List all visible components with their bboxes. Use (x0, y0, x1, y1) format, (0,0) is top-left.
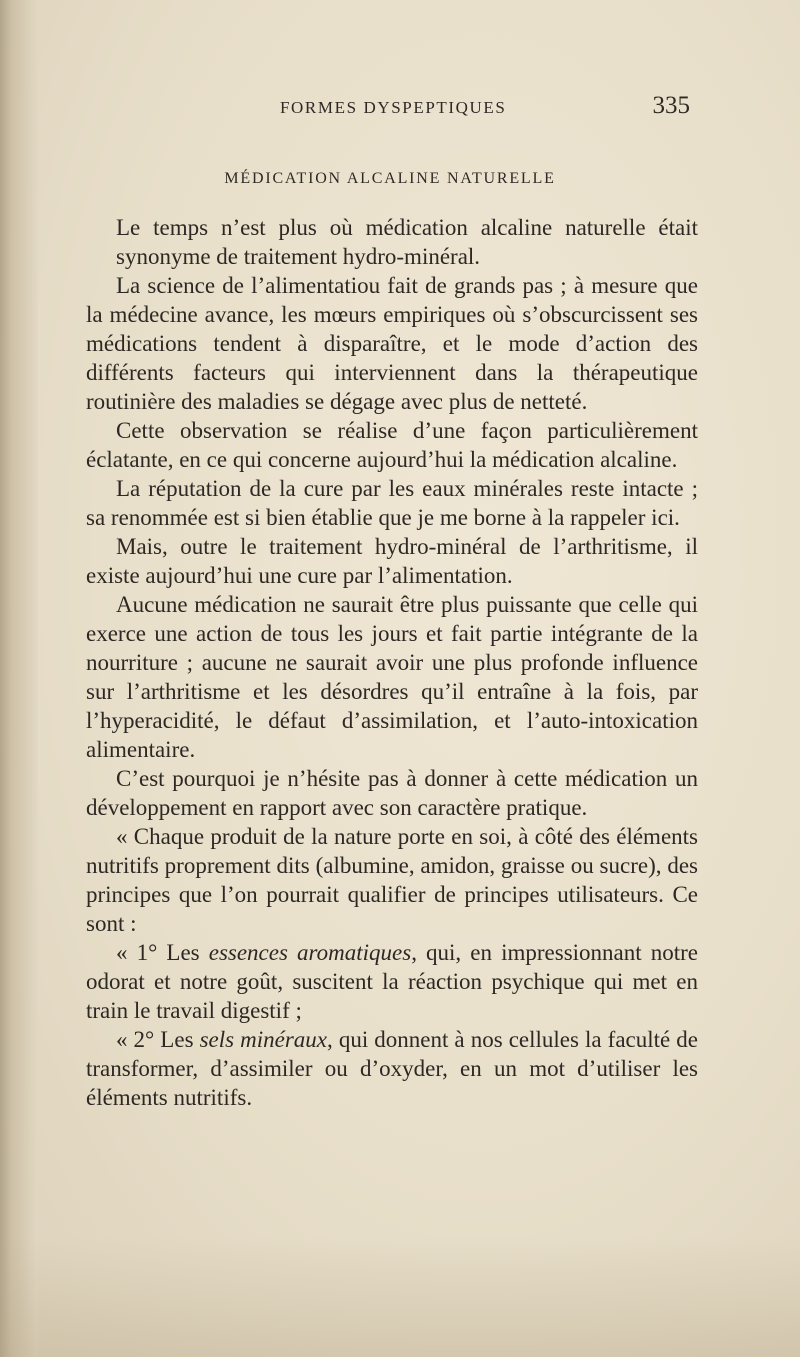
paragraph-1: Le temps n’est plus où médication alcaline naturelle était synonyme de traitement hydro-minéral. (116, 215, 698, 269)
paragraph-10-suffix: , qui donnent à nos cellules la faculté de transformer, d’assimiler ou d’oxyder, en un mot d’utiliser les éléments nutritifs. (86, 1027, 698, 1110)
running-title: FORMES DYSPEPTIQUES (280, 98, 507, 117)
paragraph-10-prefix: « 2° Les (116, 1027, 200, 1052)
page-bottom-shade (0, 1237, 800, 1357)
section-title: MÉDICATION ALCALINE NATURELLE (224, 170, 556, 187)
running-head (84, 92, 696, 122)
paragraph-7: C’est pourquoi je n’hésite pas à donner à cette médication un développement en rapport avec son caractère pratique. (86, 766, 698, 820)
paragraph-9-italic: essences aromatiques (208, 940, 412, 965)
paragraph-9-suffix: , qui, en impressionnant notre odorat et notre goût, suscitent la réaction psychique qui met en train le travail digestif ; (86, 940, 699, 1023)
paragraph-2: La science de l’alimentatiou fait de grands pas ; à mesure que la médecine avance, les mœurs empiriques où s’obscurcissent ses médications tendent à disparaître, et le mode d’action des différents facteurs qui interviennent dans la thérapeutique routinière des maladies se dégage avec plus de netteté. (86, 273, 698, 414)
paragraph-10 (86, 1025, 698, 1112)
paragraph-3: Cette observation se réalise d’une façon particulièrement éclatante, en ce qui concerne aujourd’hui la médication alcaline. (86, 418, 698, 472)
page-binding-shadow (0, 0, 38, 1357)
paragraph-5: Mais, outre le traitement hydro-minéral de l’arthritisme, il existe aujourd’hui une cure par l’alimentation. (86, 534, 698, 588)
paragraph-8: « Chaque produit de la nature porte en soi, à côté des éléments nutritifs proprement dits (albumine, amidon, graisse ou sucre), des principes que l’on pourrait qualifier de principes utilisateurs. Ce sont : (86, 824, 698, 936)
paragraph-9 (86, 938, 698, 1025)
paragraph-10-italic: sels minéraux (199, 1027, 328, 1052)
paragraph-6: Aucune médication ne saurait être plus puissante que celle qui exerce une action de tous les jours et fait partie intégrante de la nourriture ; aucune ne saurait avoir une plus profonde influence sur l’arthritisme et les désordres qu’il entraîne à la fois, par l’hyperacidité, le défaut d’assimilation, et l’auto-intoxication alimentaire. (86, 592, 698, 762)
page-number: 335 (652, 92, 690, 119)
paragraph-9-prefix: « 1° Les (116, 940, 209, 965)
paragraph-4: La réputation de la cure par les eaux minérales reste intacte ; sa renommée est si bien établie que je me borne à la rappeler ici. (86, 476, 698, 530)
body-text (86, 213, 698, 1112)
